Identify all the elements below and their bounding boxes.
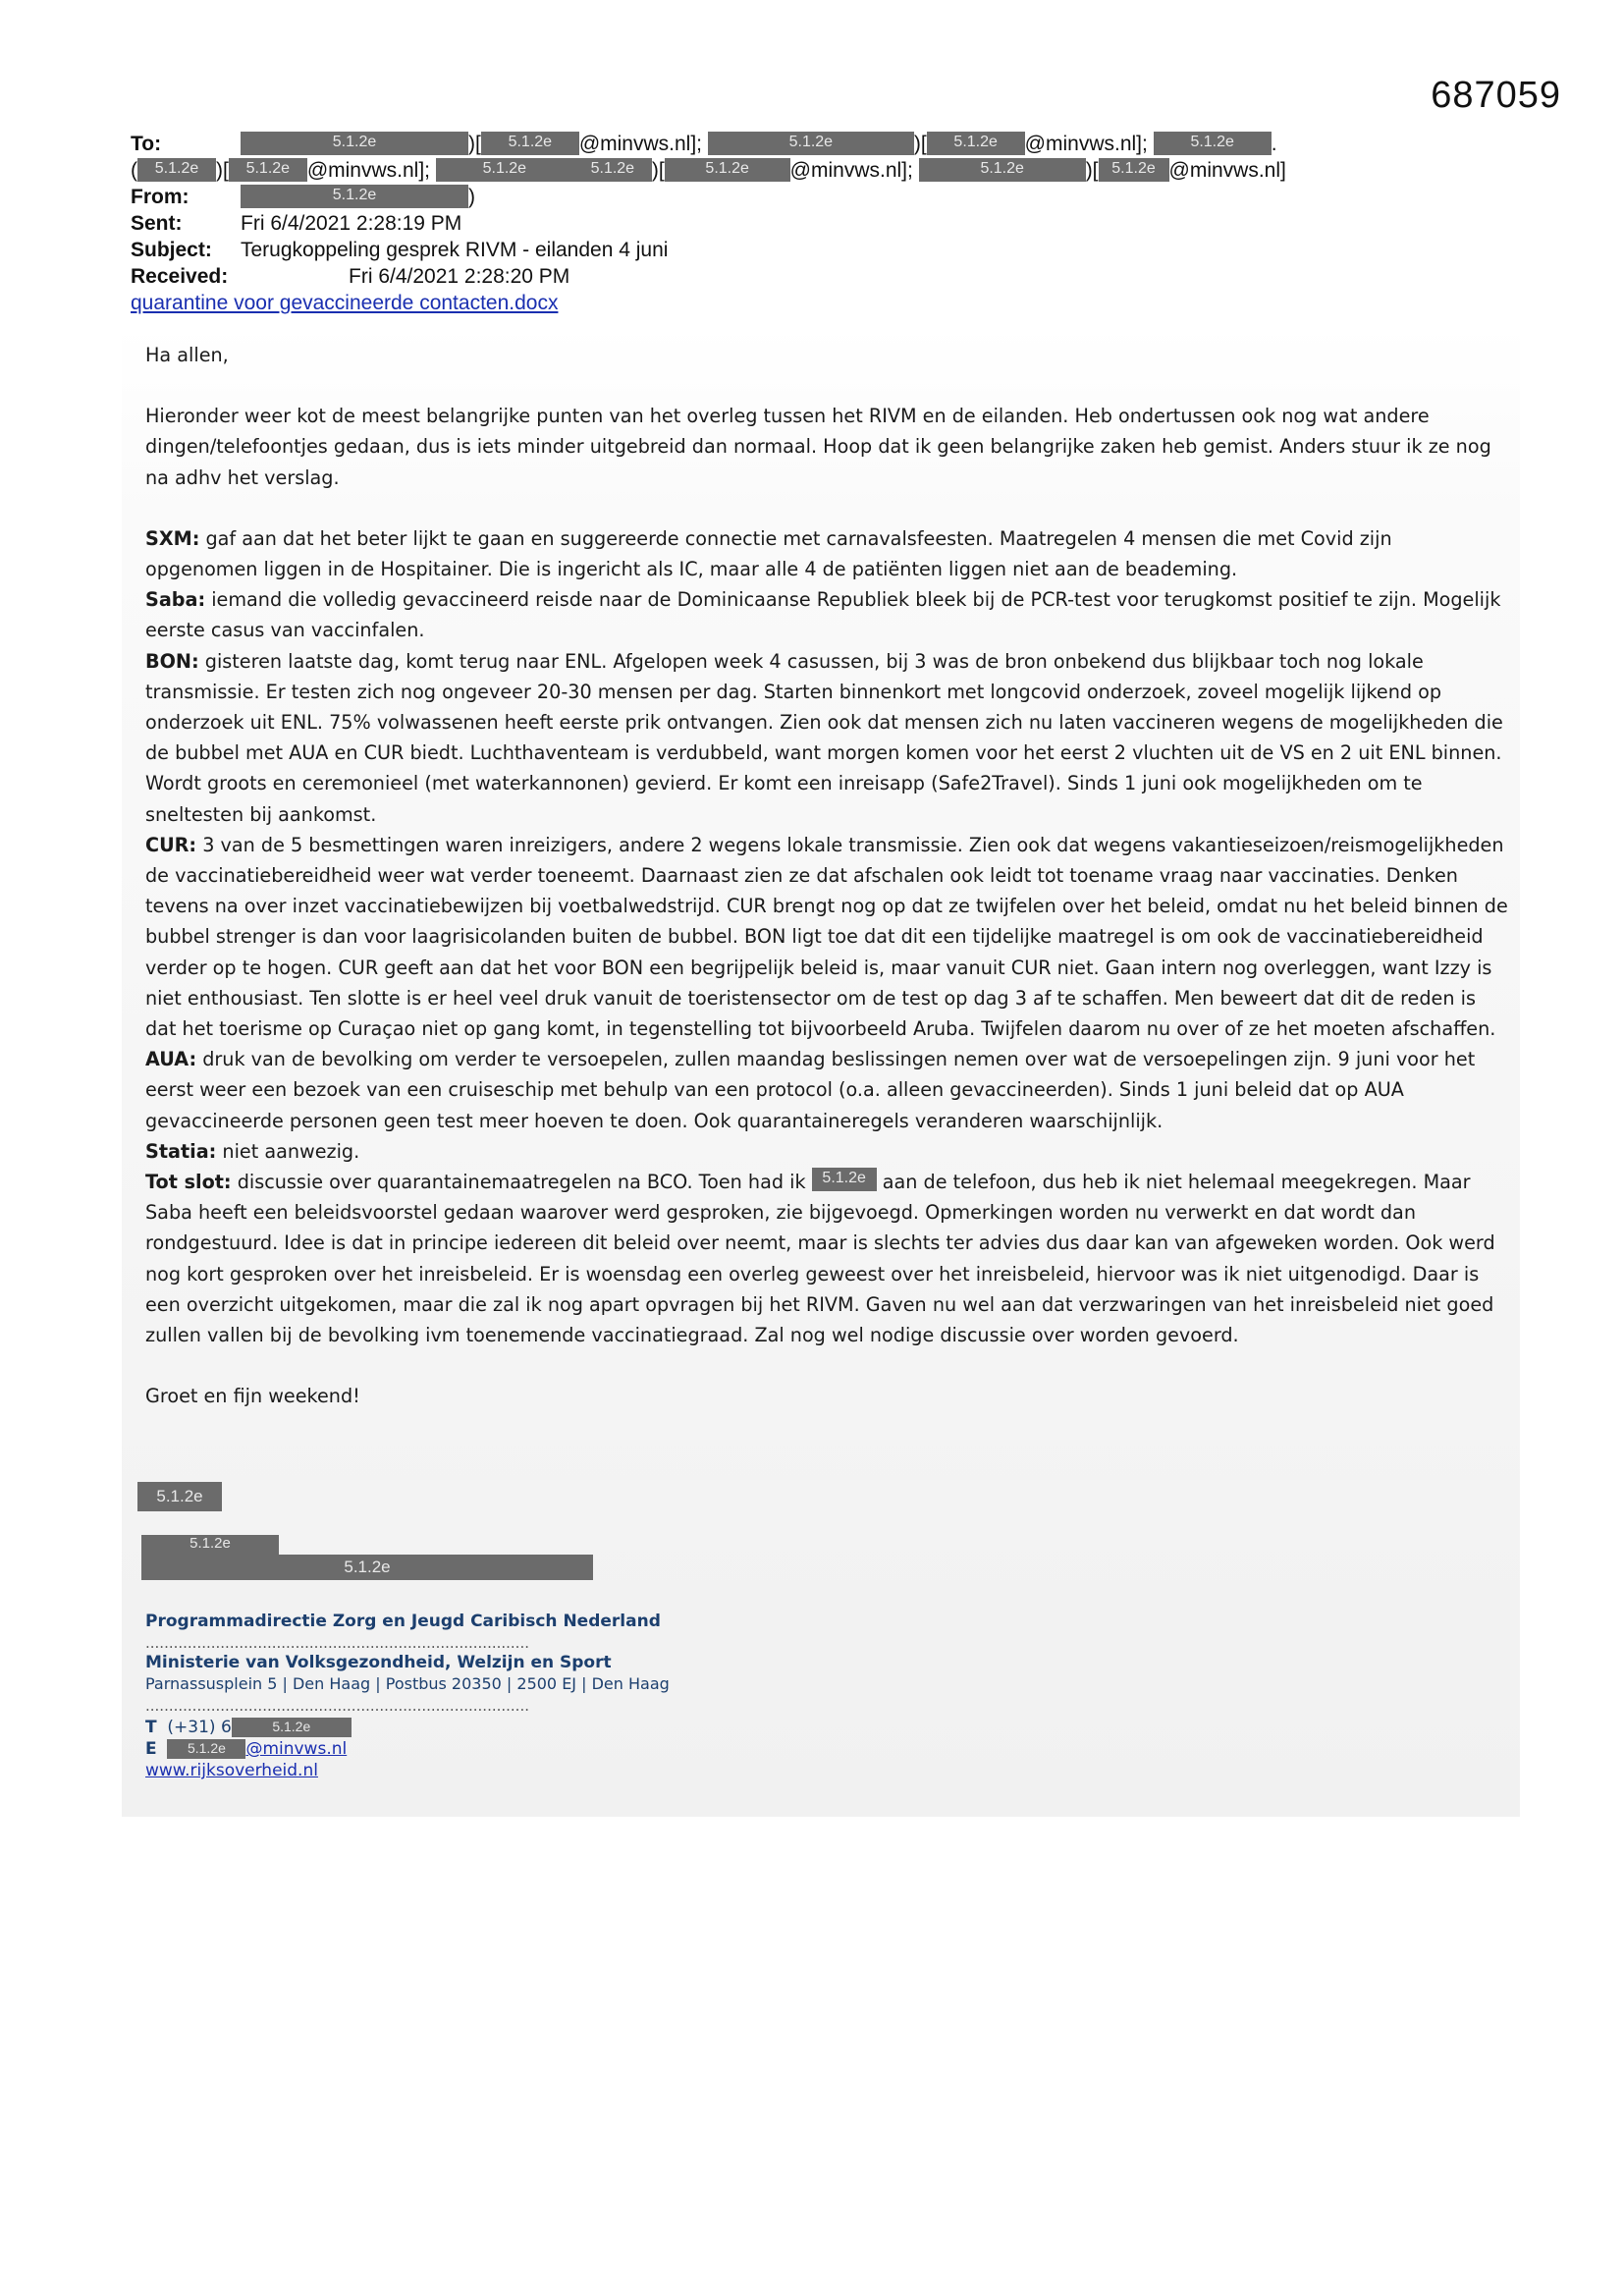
signature-email xyxy=(145,1738,670,1760)
email-domain-link[interactable]: @minvws.nl xyxy=(245,1739,348,1759)
divider-dots: .................................................................................. xyxy=(145,1701,529,1711)
to-line-continued xyxy=(131,157,1505,184)
email-label: E xyxy=(145,1739,157,1759)
phone-label: T xyxy=(145,1718,157,1737)
signature-block xyxy=(145,1611,670,1781)
to-domain-4: @minvws.nl]; xyxy=(789,159,913,182)
redaction: 5.1.2e xyxy=(241,185,468,208)
received-label: Received: xyxy=(131,265,229,288)
cur-label: CUR: xyxy=(145,833,197,856)
paragraph-tot-slot xyxy=(145,1167,1510,1350)
sxm-text: gaf aan dat het beter lijkt te gaan en suggereerde connectie met carnavalsfeesten. Maatregelen 4 mensen die met Covid zijn opgenomen liggen in de Hospitainer. Die is ingericht als IC, maar alle 4 de patiënten liggen niet aan de beademing. xyxy=(145,526,1392,581)
body-text xyxy=(145,340,1510,1412)
to-domain-1: @minvws.nl]; xyxy=(578,133,702,155)
aua-text: druk van de bevolking om verder te versoepelen, zullen maandag beslissingen nemen over wat de versoepelingen zijn. 9 juni voor het eerst weer een bezoek van een cruiseschip met behulp van een protocol (o.a. alleen gevaccineerden). Sinds 1 juni beleid dat op AUA gevaccineerde personen geen test meer hoeven te doen. Ook quarantaineregels veranderen waarschijnlijk. xyxy=(145,1048,1476,1132)
paragraph-statia xyxy=(145,1136,1510,1167)
paren-open: ( xyxy=(131,159,137,182)
divider-dots: .................................................................................. xyxy=(145,1638,529,1648)
closing: Groet en fijn weekend! xyxy=(145,1385,360,1408)
separator-dot: . xyxy=(1271,133,1277,155)
redaction: 5.1.2e xyxy=(665,158,790,182)
intro-paragraph: Hieronder weer kot de meest belangrijke punten van het overleg tussen het RIVM en de eilanden. Heb ondertussen ook nog wat andere dingen/telefoontjes gedaan, dus is iets minder uitgebreid dan normaal. Hoop dat ik geen belangrijke zaken heb gemist. Anders stuur ik ze nog na adhv het verslag. xyxy=(145,405,1491,489)
from-label: From: xyxy=(131,186,189,208)
saba-text: iemand die volledig gevaccineerd reisde naar de Dominicaanse Republiek bleek bij de PCR-test voor terugkomst positief te zijn. Mogelijk eerste casus van vaccinfalen. xyxy=(145,588,1501,642)
received-value: Fri 6/4/2021 2:28:20 PM xyxy=(349,265,570,288)
redaction: 5.1.2e xyxy=(1099,158,1169,182)
sent-line xyxy=(131,210,1505,237)
separator: )[ xyxy=(913,133,927,155)
tot-slot-text-2: aan de telefoon, dus heb ik niet helemaal meegekregen. Maar Saba heeft een beleidsvoorstel gedaan waarover werd gesproken, zie bijgevoegd. Opmerkingen worden nu verwerkt en dat wordt dan rondgestuurd. Idee is dat in principe iedereen dit beleid over neemt, maar is slechts ter advies dus daar kan van afgeweken worden. Ook werd nog kort gesproken over het inreisbeleid. Er is woensdag een overleg geweest over het inreisbeleid, hiervoor was ik niet uitgenodigd. Daar is een overzicht uitgekomen, maar die zal ik nog apart opvragen bij het RIVM. Gaven nu wel aan dat verzwaringen van het inreisbeleid niet goed zullen vallen bij de bevolking ivm toenemende vaccinatiegraad. Zal nog wel nodige discussie over worden gevoerd. xyxy=(145,1171,1495,1347)
subject-value: Terugkoppeling gesprek RIVM - eilanden 4 juni xyxy=(241,239,669,261)
paragraph-aua xyxy=(145,1044,1510,1136)
saba-label: Saba: xyxy=(145,588,206,612)
redaction: 5.1.2e xyxy=(573,158,652,182)
to-label: To: xyxy=(131,133,162,155)
bon-label: BON: xyxy=(145,649,199,673)
redaction: 5.1.2e xyxy=(927,132,1025,155)
separator: )[ xyxy=(468,133,481,155)
to-domain-2: @minvws.nl]; xyxy=(1024,133,1148,155)
redaction: 5.1.2e xyxy=(229,158,307,182)
redaction-signature-name: 5.1.2e xyxy=(137,1482,222,1511)
paragraph-sxm xyxy=(145,523,1510,584)
sent-label: Sent: xyxy=(131,212,183,235)
separator: )[ xyxy=(651,159,665,182)
greeting: Ha allen, xyxy=(145,344,229,366)
from-line xyxy=(131,184,1505,210)
redaction: 5.1.2e xyxy=(812,1168,877,1191)
aua-label: AUA: xyxy=(145,1048,197,1071)
signature-org-1: Programmadirectie Zorg en Jeugd Caribisch Nederland xyxy=(145,1612,661,1631)
paragraph-saba xyxy=(145,584,1510,645)
paren-close: ) xyxy=(468,186,475,208)
sent-value: Fri 6/4/2021 2:28:19 PM xyxy=(241,212,462,235)
subject-line xyxy=(131,237,1505,263)
email-body xyxy=(122,324,1520,1817)
paragraph-cur xyxy=(145,830,1510,1044)
redaction: 5.1.2e xyxy=(141,1535,279,1555)
received-line xyxy=(131,263,1505,290)
redaction: 5.1.2e xyxy=(167,1739,245,1759)
redaction: 5.1.2e xyxy=(141,1555,593,1580)
redaction: 5.1.2e xyxy=(1154,132,1272,155)
redaction: 5.1.2e xyxy=(436,158,573,182)
signature-phone xyxy=(145,1717,670,1738)
signature-website xyxy=(145,1760,670,1781)
redaction: 5.1.2e xyxy=(232,1718,352,1737)
subject-label: Subject: xyxy=(131,239,212,261)
signature-org-2: Ministerie van Volksgezondheid, Welzijn en Sport xyxy=(145,1653,612,1672)
to-line xyxy=(131,131,1505,157)
redaction: 5.1.2e xyxy=(241,132,468,155)
bon-text: gisteren laatste dag, komt terug naar ENL. Afgelopen week 4 casussen, bij 3 was de bron onbekend dus blijkbaar toch nog lokale transmissie. Er testen zich nog ongeveer 20-30 mensen per dag. Starten binnenkort met longcovid onderzoek, zoveel mogelijk lijkend op onderzoek uit ENL. 75% volwassenen heeft eerste prik ontvangen. Zien ook dat mensen zich nu laten vaccineren wegens de mogelijkheden die de bubbel met AUA en CUR biedt. Luchthaventeam is verdubbeld, want morgen komen voor het eerst 2 vluchten uit de VS en 2 uit ENL binnen. Wordt groots en ceremonieel (met waterkannonen) gevierd. Er komt een inreisapp (Safe2Travel). Sinds 1 juni ook mogelijkheden om te sneltesten bij aankomst. xyxy=(145,649,1503,826)
sxm-label: SXM: xyxy=(145,526,200,550)
paragraph-bon xyxy=(145,646,1510,830)
separator: )[ xyxy=(216,159,229,182)
attachment-line xyxy=(131,290,1505,316)
redaction: 5.1.2e xyxy=(919,158,1086,182)
to-domain-3: @minvws.nl]; xyxy=(306,159,430,182)
tot-slot-text-1: discussie over quarantainemaatregelen na BCO. Toen had ik xyxy=(231,1171,812,1194)
phone-prefix: (+31) 6 xyxy=(167,1718,232,1737)
statia-text: niet aanwezig. xyxy=(216,1139,360,1163)
statia-label: Statia: xyxy=(145,1139,217,1163)
to-domain-5: @minvws.nl] xyxy=(1168,159,1286,182)
redaction: 5.1.2e xyxy=(481,132,579,155)
separator: )[ xyxy=(1085,159,1099,182)
redaction: 5.1.2e xyxy=(137,158,216,182)
redaction: 5.1.2e xyxy=(708,132,914,155)
website-link[interactable]: www.rijksoverheid.nl xyxy=(145,1761,318,1780)
signature-address: Parnassusplein 5 | Den Haag | Postbus 20350 | 2500 EJ | Den Haag xyxy=(145,1674,670,1693)
cur-text: 3 van de 5 besmettingen waren inreizigers, andere 2 wegens lokale transmissie. Zien ook dat wegens vakantieseizoen/reismogelijkheden de vaccinatiebereidheid weer wat verder toeneemt. Daarnaast zien ze dat afschalen ook leidt tot toename vraag naar vaccinaties. Denken tevens na over inzet vaccinatiebewijzen bij voetbalwedstrijd. CUR brengt nog op dat ze twijfelen over het beleid, omdat nu het beleid binnen de bubbel strenger is dan voor laagrisicolanden buiten de bubbel. BON ligt toe dat dit een tijdelijke maatregel is om ook de vaccinatiebereidheid verder op te hogen. CUR geeft aan dat het voor BON een begrijpelijk beleid is, maar vanuit CUR niet. Gaan intern nog overleggen, want Izzy is niet enthousiast. Ten slotte is er heel veel druk vanuit de toeristensector om de test op dag 3 af te schaffen. Men beweert dat dit de reden is dat het toerisme op Curaçao niet op gang komt, in tegenstelling tot bijvoorbeeld Aruba. Twijfelen daarom nu over of ze het moeten afschaffen. xyxy=(145,833,1508,1041)
attachment-link[interactable]: quarantine voor gevaccineerde contacten.docx xyxy=(131,292,559,314)
tot-slot-label: Tot slot: xyxy=(145,1171,232,1194)
document-number: 687059 xyxy=(1431,75,1561,116)
email-header xyxy=(131,131,1505,316)
